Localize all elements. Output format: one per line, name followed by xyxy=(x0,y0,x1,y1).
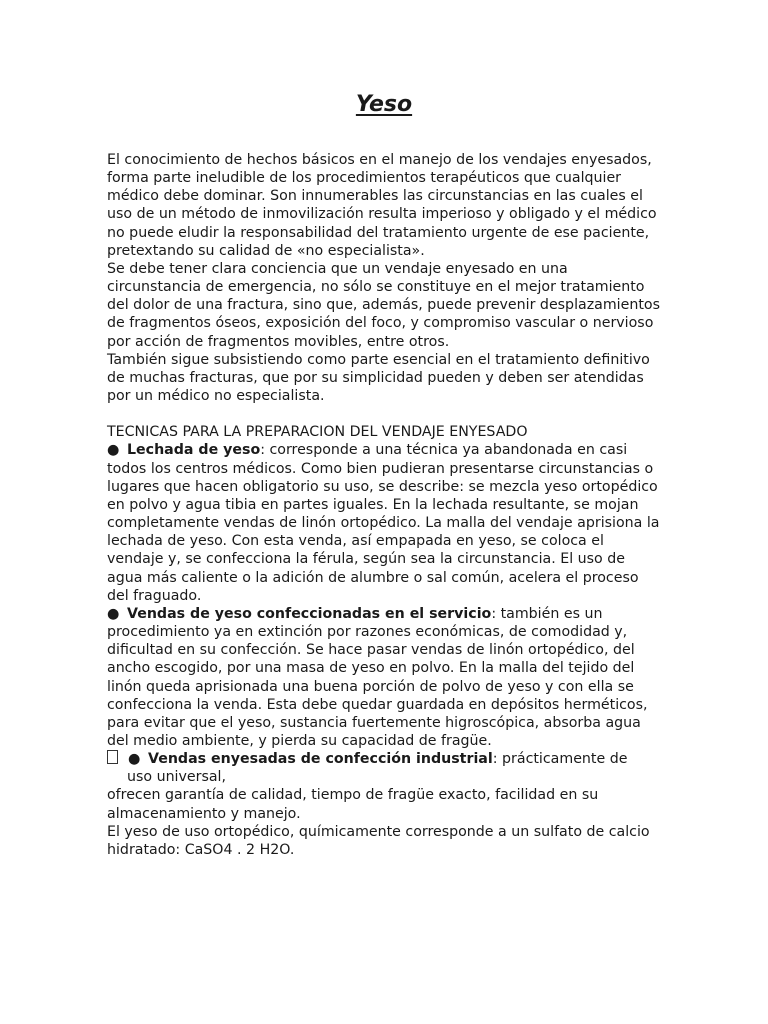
intro-paragraph-2: Se debe tener clara conciencia que un vendaje enyesado en una circunstancia de emergencia, no sólo se constituye en el mejor tratamiento del dolor de una fractura, sino que, además, puede prevenir desplazamientos de fragmentos óseos, exposición del foco, y compromiso vascular o nervioso por acción de fragmentos movibles, entre otros. xyxy=(107,260,660,350)
intro-paragraph-3: También sigue subsistiendo como parte esencial en el tratamiento definitivo de muchas fracturas, que por su simplicidad pueden y deben ser atendidas por un médico no especialista. xyxy=(107,351,650,405)
list-item-continuation: uso universal, xyxy=(127,769,226,786)
list-item-text: : también es un procedimiento ya en extinción por razones económicas, de comodidad y, dificultad en su confección. Se hace pasar vendas de linón ortopédico, del ancho escogido, por una masa de yeso en polvo. En la malla del tejido del linón queda aprisionada una buena porción de polvo de yeso y con ella se confecciona la venda. Esta debe quedar guardada en depósitos herméticos, para evitar que el yeso, sustancia fuertemente higroscópica, absorba agua del medio ambiente, y pierda su capacidad de fragüe. xyxy=(107,605,648,749)
closing-paragraph-2: El yeso de uso ortopédico, químicamente corresponde a un sulfato de calcio hidratado: CaSO4 . 2 H2O. xyxy=(107,823,650,858)
bullet-icon: ● xyxy=(107,442,120,459)
list-item-term: Vendas de yeso confeccionadas en el servicio xyxy=(127,605,492,622)
intro-paragraph-1: El conocimiento de hechos básicos en el manejo de los vendajes enyesados, forma parte ineludible de los procedimientos terapéuticos que cualquier médico debe dominar. Son innumerables las circunstancias en las cuales el uso de un método de inmovilización resulta imperioso y obligado y el médico no puede eludir la responsabilidad del tratamiento urgente de ese paciente, pretextando su calidad de «no especialista». xyxy=(107,152,657,259)
document-title: Yeso xyxy=(355,92,413,117)
bullet-icon: ● xyxy=(128,751,141,768)
spacer xyxy=(107,405,663,423)
list-item-term: Lechada de yeso xyxy=(127,442,261,459)
list-item-term: Vendas enyesadas de confección industrial xyxy=(148,751,493,768)
list-item xyxy=(107,750,663,768)
document-body xyxy=(107,151,663,859)
list-item xyxy=(107,605,663,750)
missing-glyph-icon xyxy=(107,750,118,764)
bullet-icon: ● xyxy=(107,605,120,622)
closing-paragraph-1: ofrecen garantía de calidad, tiempo de fragüe exacto, facilidad en su almacenamiento y manejo. xyxy=(107,787,599,822)
list-item xyxy=(107,441,663,604)
section-heading: TECNICAS PARA LA PREPARACION DEL VENDAJE ENYESADO xyxy=(107,424,528,441)
list-item-text: : prácticamente de xyxy=(492,751,628,768)
list-item-text: : corresponde a una técnica ya abandonada en casi todos los centros médicos. Como bien pudieran presentarse circunstancias o lugares que hacen obligatorio su uso, se describe: se mezcla yeso ortopédico en polvo y agua tibia en partes iguales. En la lechada resultante, se mojan completamente vendas de linón ortopédico. La malla del vendaje aprisiona la lechada de yeso. Con esta venda, así empapada en yeso, se coloca el vendaje y, se confecciona la férula, según sea la circunstancia. El uso de agua más caliente o la adición de alumbre o sal común, acelera el proceso del fraguado. xyxy=(107,442,660,604)
